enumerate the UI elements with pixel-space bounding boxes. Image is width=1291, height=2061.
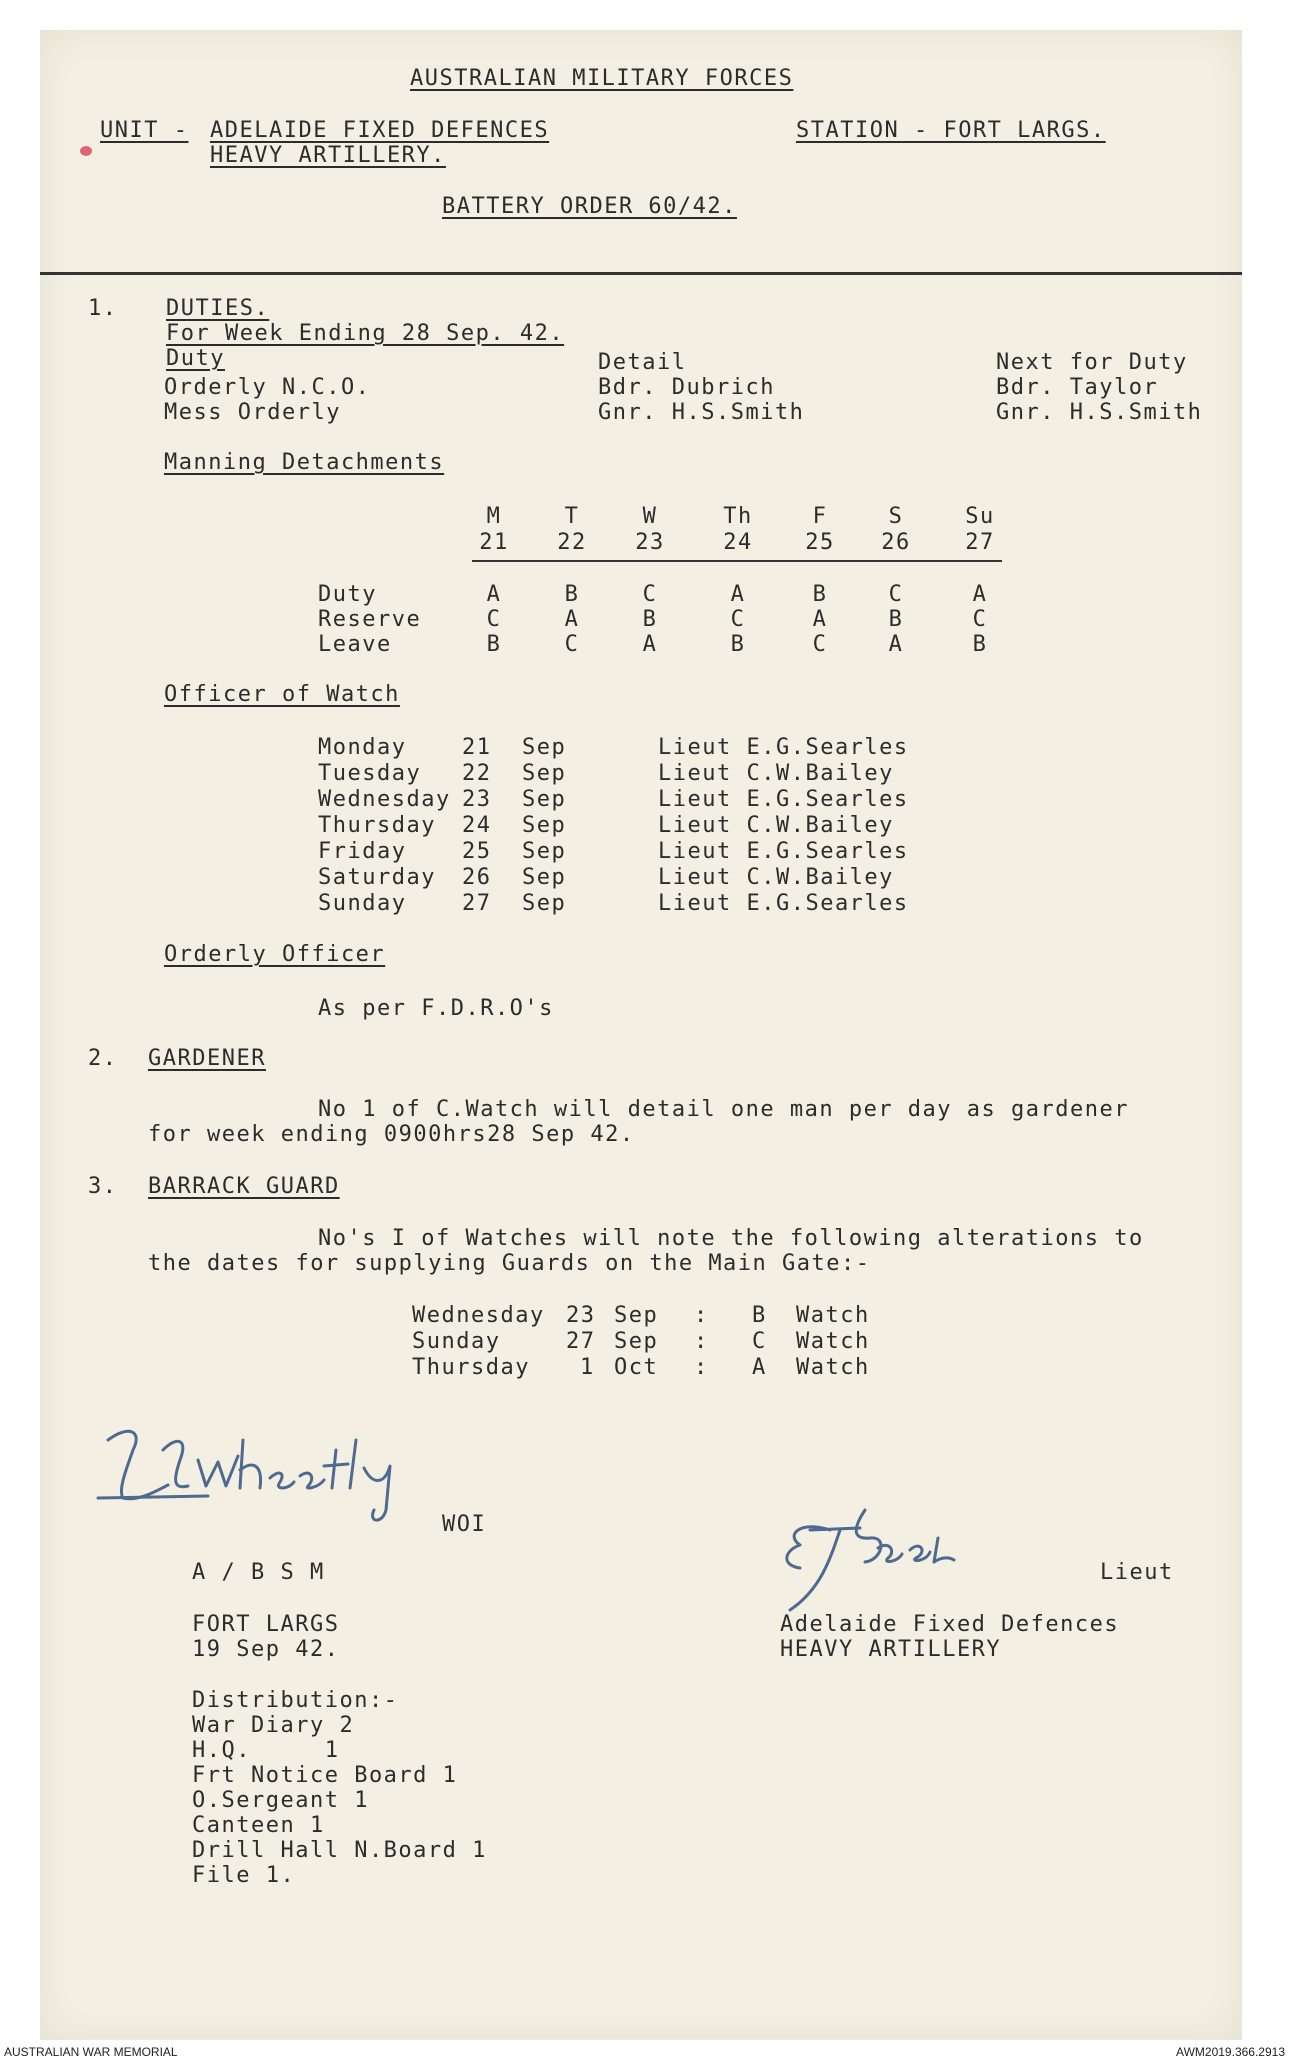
left-title: A / B S M (192, 1560, 325, 1585)
manning-cell: B (564, 582, 580, 607)
manning-cell: C (564, 632, 580, 657)
section-number-3: 3. (88, 1174, 118, 1199)
manning-cell: B (812, 582, 828, 607)
manning-cell: C (972, 607, 988, 632)
duties-heading: DUTIES. (166, 296, 270, 321)
watch-day: Wednesday (318, 787, 451, 812)
guard-separator: : (694, 1303, 709, 1328)
right-handwritten-signature (770, 1500, 1010, 1620)
guard-day: Thursday (412, 1355, 530, 1380)
manning-date: 26 (881, 530, 911, 555)
manning-cell: C (642, 582, 658, 607)
left-handwritten-signature (88, 1420, 468, 1530)
watch-day: Saturday (318, 865, 436, 890)
guard-date: 27 (566, 1329, 596, 1354)
section-number-2: 2. (88, 1046, 118, 1071)
detail-column-header: Detail (598, 350, 687, 375)
distribution-item: Drill Hall N.Board 1 (192, 1838, 487, 1863)
manning-cell: C (888, 582, 904, 607)
left-rank: WOI (442, 1512, 487, 1537)
manning-row-label: Leave (318, 632, 392, 657)
guard-day: Wednesday (412, 1303, 545, 1328)
station: STATION - FORT LARGS. (796, 118, 1106, 143)
guard-day: Sunday (412, 1329, 501, 1354)
unit-name-line1: ADELAIDE FIXED DEFENCES (210, 118, 550, 143)
watch-day: Friday (318, 839, 407, 864)
manning-day: T (564, 504, 580, 529)
watch-officer: Lieut C.W.Bailey (658, 865, 894, 890)
watch-month: Sep (522, 787, 567, 812)
order-number: BATTERY ORDER 60/42. (442, 194, 737, 219)
distribution-heading: Distribution:- (192, 1688, 399, 1713)
watch-month: Sep (522, 891, 567, 916)
manning-day: Th (723, 504, 753, 529)
guard-separator: : (694, 1329, 709, 1354)
watch-date: 24 (462, 813, 492, 838)
duty-row-2-duty: Mess Orderly (164, 400, 341, 425)
guard-month: Sep (614, 1303, 659, 1328)
watch-month: Sep (522, 839, 567, 864)
guard-watch: B (752, 1303, 767, 1328)
distribution-item: File 1. (192, 1863, 296, 1888)
guard-separator: : (694, 1355, 709, 1380)
duty-row-2-detail: Gnr. H.S.Smith (598, 400, 805, 425)
watch-month: Sep (522, 813, 567, 838)
gardener-line-1: No 1 of C.Watch will detail one man per day as gardener (318, 1097, 1129, 1122)
distribution-item: H.Q. 1 (192, 1738, 340, 1763)
watch-officer: Lieut C.W.Bailey (658, 813, 894, 838)
manning-cell: C (812, 632, 828, 657)
watch-date: 26 (462, 865, 492, 890)
guard-month: Sep (614, 1329, 659, 1354)
watch-date: 21 (462, 735, 492, 760)
header-rule (40, 272, 1242, 275)
manning-cell: B (486, 632, 502, 657)
officer-of-watch-heading: Officer of Watch (164, 682, 400, 707)
manning-day: M (486, 504, 502, 529)
manning-heading: Manning Detachments (164, 450, 445, 475)
manning-cell: C (730, 607, 746, 632)
manning-cell: A (888, 632, 904, 657)
footer-accession-number: AWM2019.366.2913 (1176, 2045, 1285, 2059)
manning-cell: A (486, 582, 502, 607)
watch-month: Sep (522, 761, 567, 786)
manning-date: 21 (479, 530, 509, 555)
guard-watch-word: Watch (796, 1329, 870, 1354)
guard-date: 23 (566, 1303, 596, 1328)
guard-watch-word: Watch (796, 1303, 870, 1328)
watch-officer: Lieut C.W.Bailey (658, 761, 894, 786)
duty-row-2-next: Gnr. H.S.Smith (996, 400, 1203, 425)
distribution-item: Frt Notice Board 1 (192, 1763, 458, 1788)
watch-month: Sep (522, 735, 567, 760)
guard-date: 1 (580, 1355, 595, 1380)
manning-day: F (812, 504, 828, 529)
manning-row-label: Duty (318, 582, 377, 607)
manning-day: W (642, 504, 658, 529)
unit-label: UNIT - (100, 118, 189, 143)
guard-line-2: the dates for supplying Guards on the Main Gate:- (148, 1251, 871, 1276)
watch-day: Sunday (318, 891, 407, 916)
manning-date: 22 (557, 530, 587, 555)
manning-cell: A (642, 632, 658, 657)
manning-cell: B (972, 632, 988, 657)
duty-row-1-duty: Orderly N.C.O. (164, 375, 371, 400)
distribution-item: Canteen 1 (192, 1813, 325, 1838)
gardener-line-2: for week ending 0900hrs28 Sep 42. (148, 1122, 635, 1147)
barrack-guard-heading: BARRACK GUARD (148, 1174, 340, 1199)
guard-line-1: No's I of Watches will note the following alterations to (318, 1226, 1144, 1251)
manning-day: Su (965, 504, 995, 529)
right-rank: Lieut (1100, 1560, 1174, 1585)
manning-cell: A (730, 582, 746, 607)
date: 19 Sep 42. (192, 1637, 340, 1662)
manning-day: S (888, 504, 904, 529)
guard-watch-word: Watch (796, 1355, 870, 1380)
right-unit-line2: HEAVY ARTILLERY (780, 1637, 1002, 1662)
duty-row-1-next: Bdr. Taylor (996, 375, 1159, 400)
watch-officer: Lieut E.G.Searles (658, 891, 909, 916)
manning-cell: A (812, 607, 828, 632)
duty-column-header: Duty (166, 346, 225, 371)
section-number-1: 1. (88, 296, 118, 321)
manning-cell: C (486, 607, 502, 632)
distribution-item: O.Sergeant 1 (192, 1788, 369, 1813)
watch-officer: Lieut E.G.Searles (658, 787, 909, 812)
watch-date: 27 (462, 891, 492, 916)
manning-cell: B (730, 632, 746, 657)
unit-name-line2: HEAVY ARTILLERY. (210, 143, 446, 168)
manning-date: 25 (805, 530, 835, 555)
manning-cell: A (564, 607, 580, 632)
footer-source: AUSTRALIAN WAR MEMORIAL (4, 2045, 178, 2059)
distribution-item: War Diary 2 (192, 1713, 355, 1738)
manning-cell: B (642, 607, 658, 632)
watch-day: Thursday (318, 813, 436, 838)
manning-date: 23 (635, 530, 665, 555)
guard-watch: C (752, 1329, 767, 1354)
watch-date: 25 (462, 839, 492, 864)
manning-cell: B (888, 607, 904, 632)
watch-month: Sep (522, 865, 567, 890)
red-ink-mark (80, 146, 92, 156)
guard-watch: A (752, 1355, 767, 1380)
orderly-officer-text: As per F.D.R.O's (318, 996, 554, 1021)
manning-row-label: Reserve (318, 607, 422, 632)
manning-header-rule (472, 560, 1002, 562)
watch-officer: Lieut E.G.Searles (658, 735, 909, 760)
gardener-heading: GARDENER (148, 1046, 266, 1071)
guard-month: Oct (614, 1355, 659, 1380)
watch-officer: Lieut E.G.Searles (658, 839, 909, 864)
watch-day: Monday (318, 735, 407, 760)
place: FORT LARGS (192, 1612, 340, 1637)
manning-date: 27 (965, 530, 995, 555)
duty-row-1-detail: Bdr. Dubrich (598, 375, 775, 400)
manning-cell: A (972, 582, 988, 607)
watch-day: Tuesday (318, 761, 422, 786)
watch-date: 23 (462, 787, 492, 812)
next-duty-column-header: Next for Duty (996, 350, 1188, 375)
week-ending: For Week Ending 28 Sep. 42. (166, 321, 565, 346)
document-title: AUSTRALIAN MILITARY FORCES (410, 66, 794, 91)
right-unit-line1: Adelaide Fixed Defences (780, 1612, 1120, 1637)
manning-date: 24 (723, 530, 753, 555)
orderly-officer-heading: Orderly Officer (164, 942, 386, 967)
watch-date: 22 (462, 761, 492, 786)
